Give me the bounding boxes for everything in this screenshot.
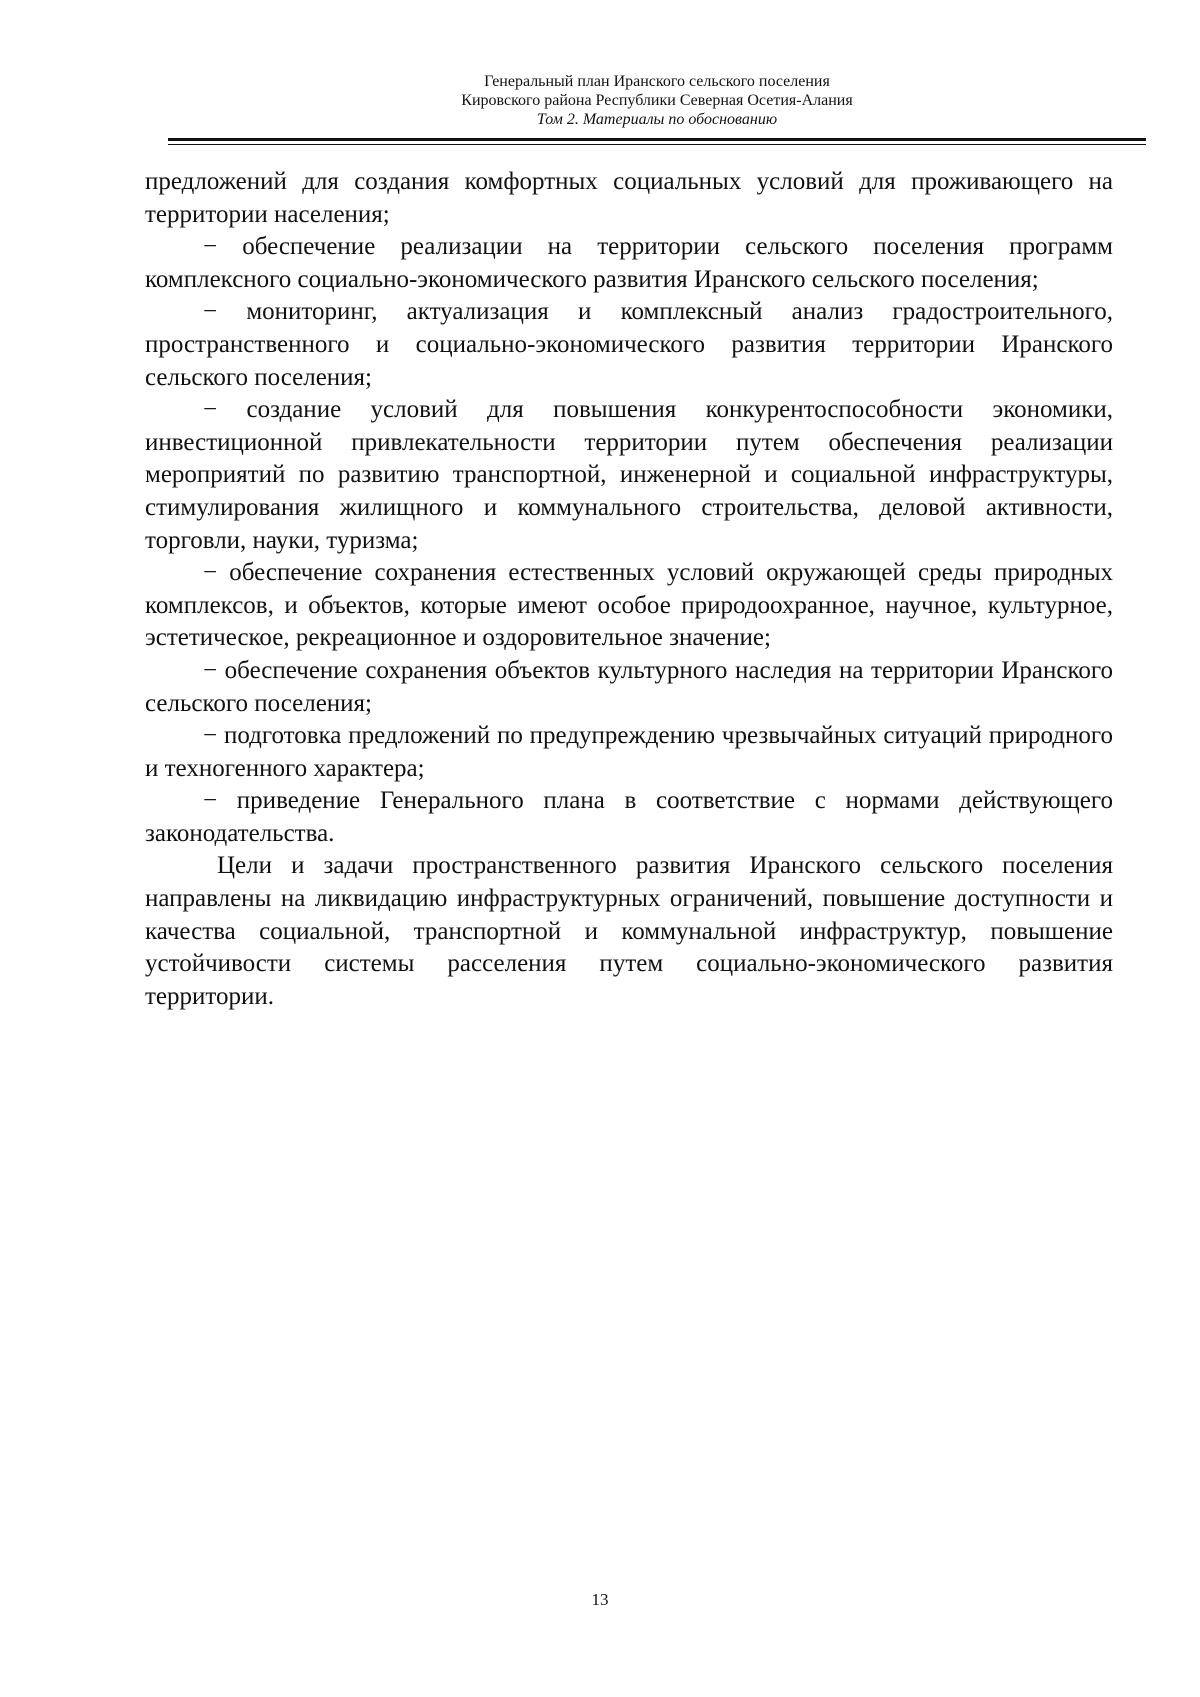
list-item: − обеспечение сохранения объектов культурного наследия на территории Иранского сельского поселения;	[145, 656, 1113, 717]
header-volume-line: Том 2. Материалы по обоснованию	[536, 111, 778, 128]
list-item: − подготовка предложений по предупреждению чрезвычайных ситуаций природного и техногенного характера;	[145, 722, 1113, 782]
list-item: − приведение Генерального плана в соответствие с нормами действующего законодательства.	[145, 787, 1113, 847]
list-item: − создание условий для повышения конкурентоспособности экономики, инвестиционной привлекательности территории путем обеспечения реализации мероприятий по развитию транспортной, инженерной и социальной инфраструктуры, стимулирования жилищного и коммунального строительства, деловой активности, торговли, науки, туризма;	[145, 396, 1113, 554]
page-header	[168, 72, 1146, 129]
paragraph: предложений для создания комфортных социальных условий для проживающего на территории населения;	[145, 168, 1113, 228]
list-item: − обеспечение реализации на территории сельского поселения программ комплексного социально-экономического развития Иранского сельского поселения;	[145, 233, 1113, 293]
list-item: − обеспечение сохранения естественных условий окружающей среды природных комплексов, и объектов, которые имеют особое природоохранное, научное, культурное, эстетическое, рекреационное и оздоровительное значение;	[145, 559, 1113, 652]
header-title-line1: Генеральный план Иранского сельского поселения	[484, 73, 830, 90]
header-title-line2: Кировского района Республики Северная Осетия-Алания	[461, 92, 853, 109]
list-item: − мониторинг, актуализация и комплексный анализ градостроительного, пространственного и социально-экономического развития территории Иранского сельского поселения;	[145, 298, 1113, 391]
page-number: 13	[591, 1590, 609, 1609]
header-rule-thin	[168, 144, 1146, 145]
header-rule-thick	[168, 138, 1146, 141]
paragraph: Цели и задачи пространственного развития Иранского сельского поселения направлены на ликвидацию инфраструктурных ограничений, повышение доступности и качества социальной, транспортной и коммунальной инфраструктур, повышение устойчивости системы расселения путем социально-экономического развития территории.	[145, 852, 1113, 1010]
document-body	[145, 166, 1113, 1013]
